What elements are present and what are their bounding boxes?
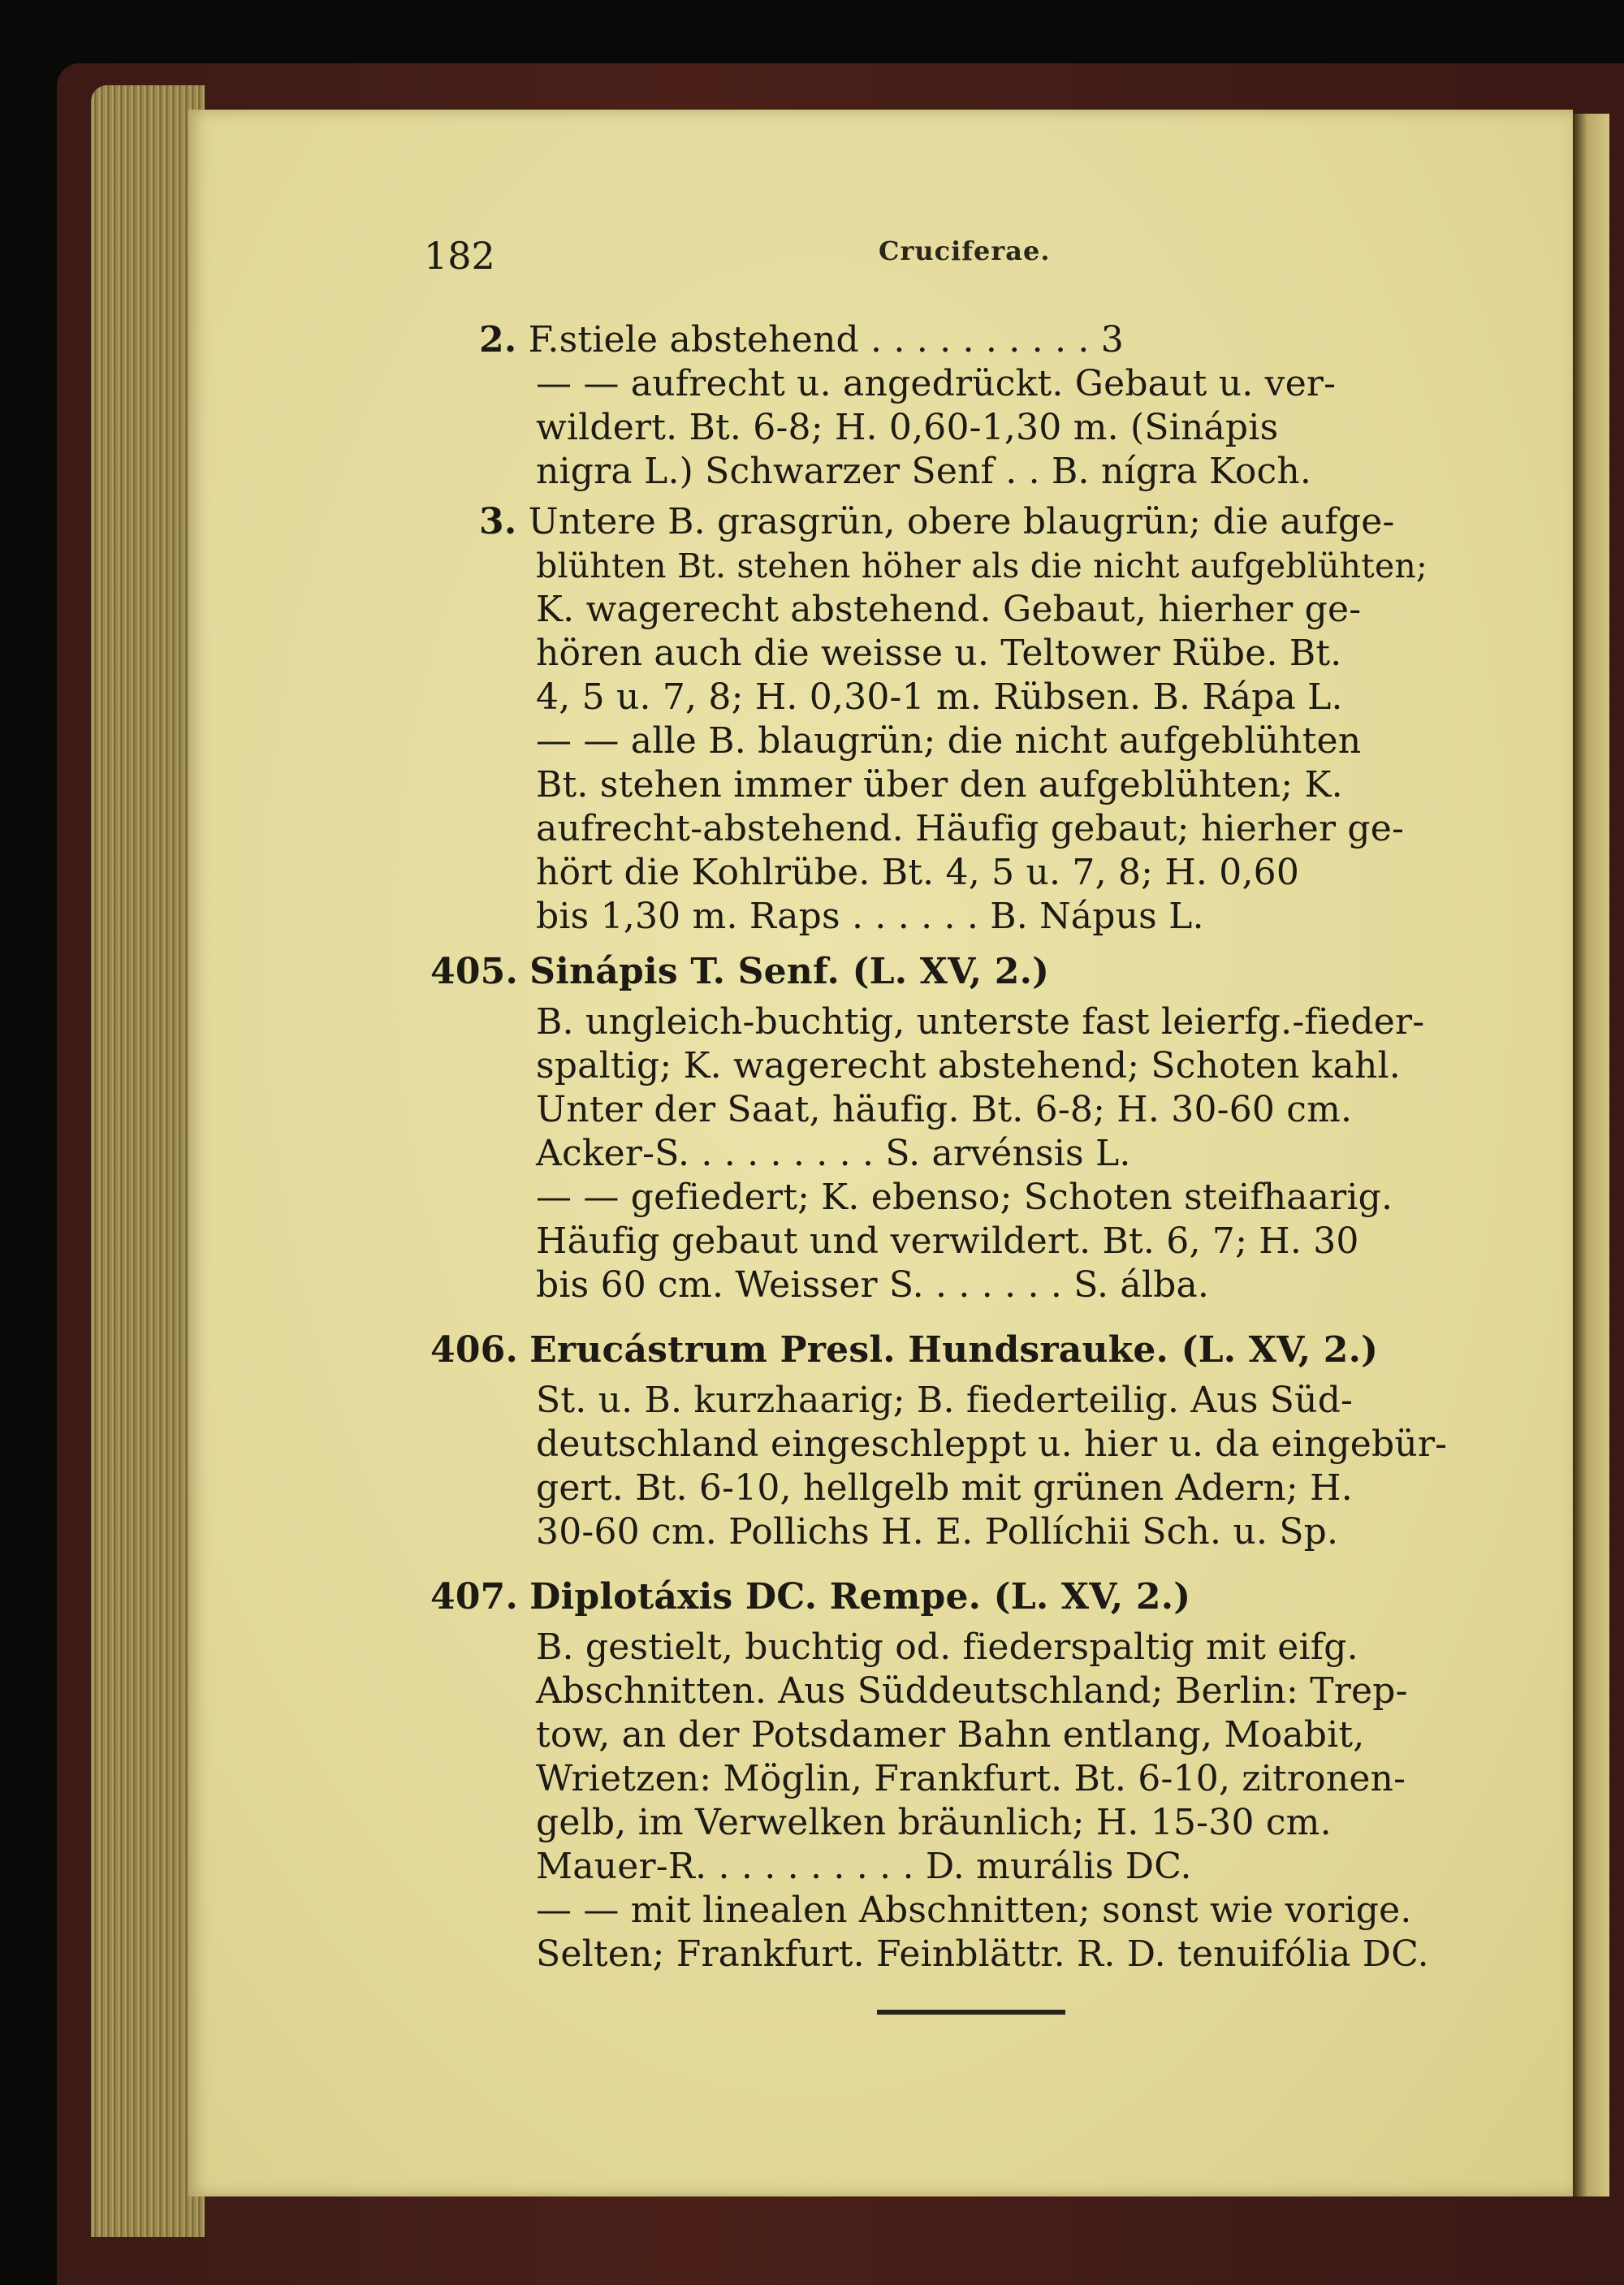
text-line [536, 1510, 1338, 1554]
text-line [536, 1889, 1412, 1933]
text-line [536, 632, 1341, 676]
text-line [536, 362, 1336, 406]
text-line [536, 851, 1299, 895]
line-text: Untere B. grasgrün, obere blaugrün; die aufge- [528, 501, 1395, 542]
genus-heading: Erucástrum Presl. Hundsrauke. (L. XV, 2.) [529, 1329, 1379, 1371]
line-text: K. wagerecht abstehend. Gebaut, hierher ge- [536, 589, 1362, 630]
line-text: hört die Kohlrübe. Bt. 4, 5 u. 7, 8; H. 0,60 [536, 852, 1300, 893]
text-line [536, 676, 1343, 719]
line-text: Häufig gebaut und verwildert. Bt. 6, 7; H. 30 [536, 1220, 1359, 1262]
line-text: aufrecht-abstehend. Häufig gebaut; hierher ge- [536, 808, 1405, 849]
line-text: Unter der Saat, häufig. Bt. 6-8; H. 30-60 cm. [536, 1089, 1353, 1130]
text-line [536, 1801, 1332, 1845]
line-text: gert. Bt. 6-10, hellgelb mit grünen Adern; H. [536, 1467, 1353, 1509]
text-line [479, 318, 1494, 362]
line-text: St. u. B. kurzhaarig; B. fiederteilig. Aus Süd- [536, 1380, 1354, 1421]
text-line [536, 1933, 1429, 1976]
line-text: wildert. Bt. 6-8; H. 0,60-1,30 m. (Sinápis [536, 407, 1279, 448]
line-text: 30-60 cm. Pollichs H. E. Pollíchii Sch. u. Sp. [536, 1511, 1339, 1553]
line-text: Wrietzen: Möglin, Frankfurt. Bt. 6-10, zitronen- [536, 1758, 1406, 1799]
text-line [536, 1466, 1353, 1510]
text-line [536, 544, 1427, 588]
genus-heading: Sinápis T. Senf. (L. XV, 2.) [529, 951, 1050, 992]
text-line [430, 1575, 1190, 1619]
line-text: — — alle B. blaugrün; die nicht aufgeblühten [536, 720, 1362, 762]
text-line [536, 1845, 1192, 1889]
line-text: nigra L.) Schwarzer Senf . . B. nígra Koch. [536, 451, 1312, 492]
line-text: deutschland eingeschleppt u. hier u. da eingebür- [536, 1423, 1448, 1465]
text-line [536, 1000, 1424, 1044]
text-line [536, 1220, 1359, 1263]
line-text: Bt. stehen immer über den aufgeblühten; K. [536, 764, 1343, 806]
text-line [536, 763, 1343, 807]
line-text: B. gestielt, buchtig od. fiederspaltig mit eifg. [536, 1626, 1358, 1668]
line-text: Mauer-R. . . . . . . . . . D. murális DC. [536, 1846, 1192, 1887]
line-text: hören auch die weisse u. Teltower Rübe. Bt. [536, 633, 1342, 674]
text-line [536, 1757, 1406, 1801]
text-line [536, 1713, 1364, 1757]
line-text: gelb, im Verwelken bräunlich; H. 15-30 cm. [536, 1802, 1332, 1843]
text-line [536, 1669, 1408, 1713]
text-line [536, 807, 1404, 851]
entry-number: 405. [430, 951, 518, 992]
line-text: Abschnitten. Aus Süddeutschland; Berlin: Trep- [536, 1670, 1408, 1712]
line-text: tow, an der Potsdamer Bahn entlang, Moabit, [536, 1714, 1365, 1756]
page-number: 182 [424, 234, 495, 278]
text-line [430, 950, 1049, 994]
text-line [536, 1379, 1353, 1423]
entry-number: 3. [479, 501, 517, 542]
line-text: bis 60 cm. Weisser S. . . . . . . S. álba. [536, 1264, 1210, 1306]
line-text: — — mit linealen Abschnitten; sonst wie vorige. [536, 1890, 1412, 1931]
line-text: B. ungleich-buchtig, unterste fast leierfg.-fieder- [536, 1001, 1425, 1043]
entry-number: 2. [479, 319, 517, 361]
text-line [536, 1626, 1358, 1669]
entry-number: 406. [430, 1329, 518, 1371]
book-gutter [1573, 114, 1609, 2196]
line-text: bis 1,30 m. Raps . . . . . . B. Nápus L. [536, 896, 1204, 937]
running-head: Cruciferae. [879, 235, 1051, 266]
line-text: blühten Bt. stehen höher als die nicht aufgeblühten; [536, 546, 1428, 585]
entry-number: 407. [430, 1576, 518, 1618]
line-text: — — gefiedert; K. ebenso; Schoten steifhaarig. [536, 1177, 1393, 1218]
text-line [536, 1132, 1131, 1176]
line-text: Selten; Frankfurt. Feinblättr. R. D. tenuifólia DC. [536, 1933, 1429, 1975]
line-text: 4, 5 u. 7, 8; H. 0,30-1 m. Rübsen. B. Rápa L. [536, 676, 1343, 718]
text-line [536, 588, 1361, 632]
text-line [536, 1423, 1447, 1466]
text-line [536, 1176, 1393, 1220]
text-line [536, 895, 1204, 939]
text-line [479, 500, 1395, 544]
line-text: F.stiele abstehend . . . . . . . . . . 3 [528, 319, 1124, 361]
line-text: Acker-S. . . . . . . . . S. arvénsis L. [536, 1133, 1131, 1174]
text-line [430, 1328, 1378, 1372]
page-edges [91, 85, 205, 2237]
text-line [536, 1263, 1209, 1307]
text-line [536, 450, 1311, 494]
line-text: — — aufrecht u. angedrückt. Gebaut u. ver- [536, 363, 1337, 404]
line-text: spaltig; K. wagerecht abstehend; Schoten kahl. [536, 1045, 1401, 1086]
text-line [536, 1044, 1401, 1088]
section-end-rule [877, 2010, 1065, 2015]
genus-heading: Diplotáxis DC. Rempe. (L. XV, 2.) [529, 1576, 1191, 1618]
text-line [536, 719, 1361, 763]
text-line [536, 406, 1278, 450]
text-line [536, 1088, 1352, 1132]
